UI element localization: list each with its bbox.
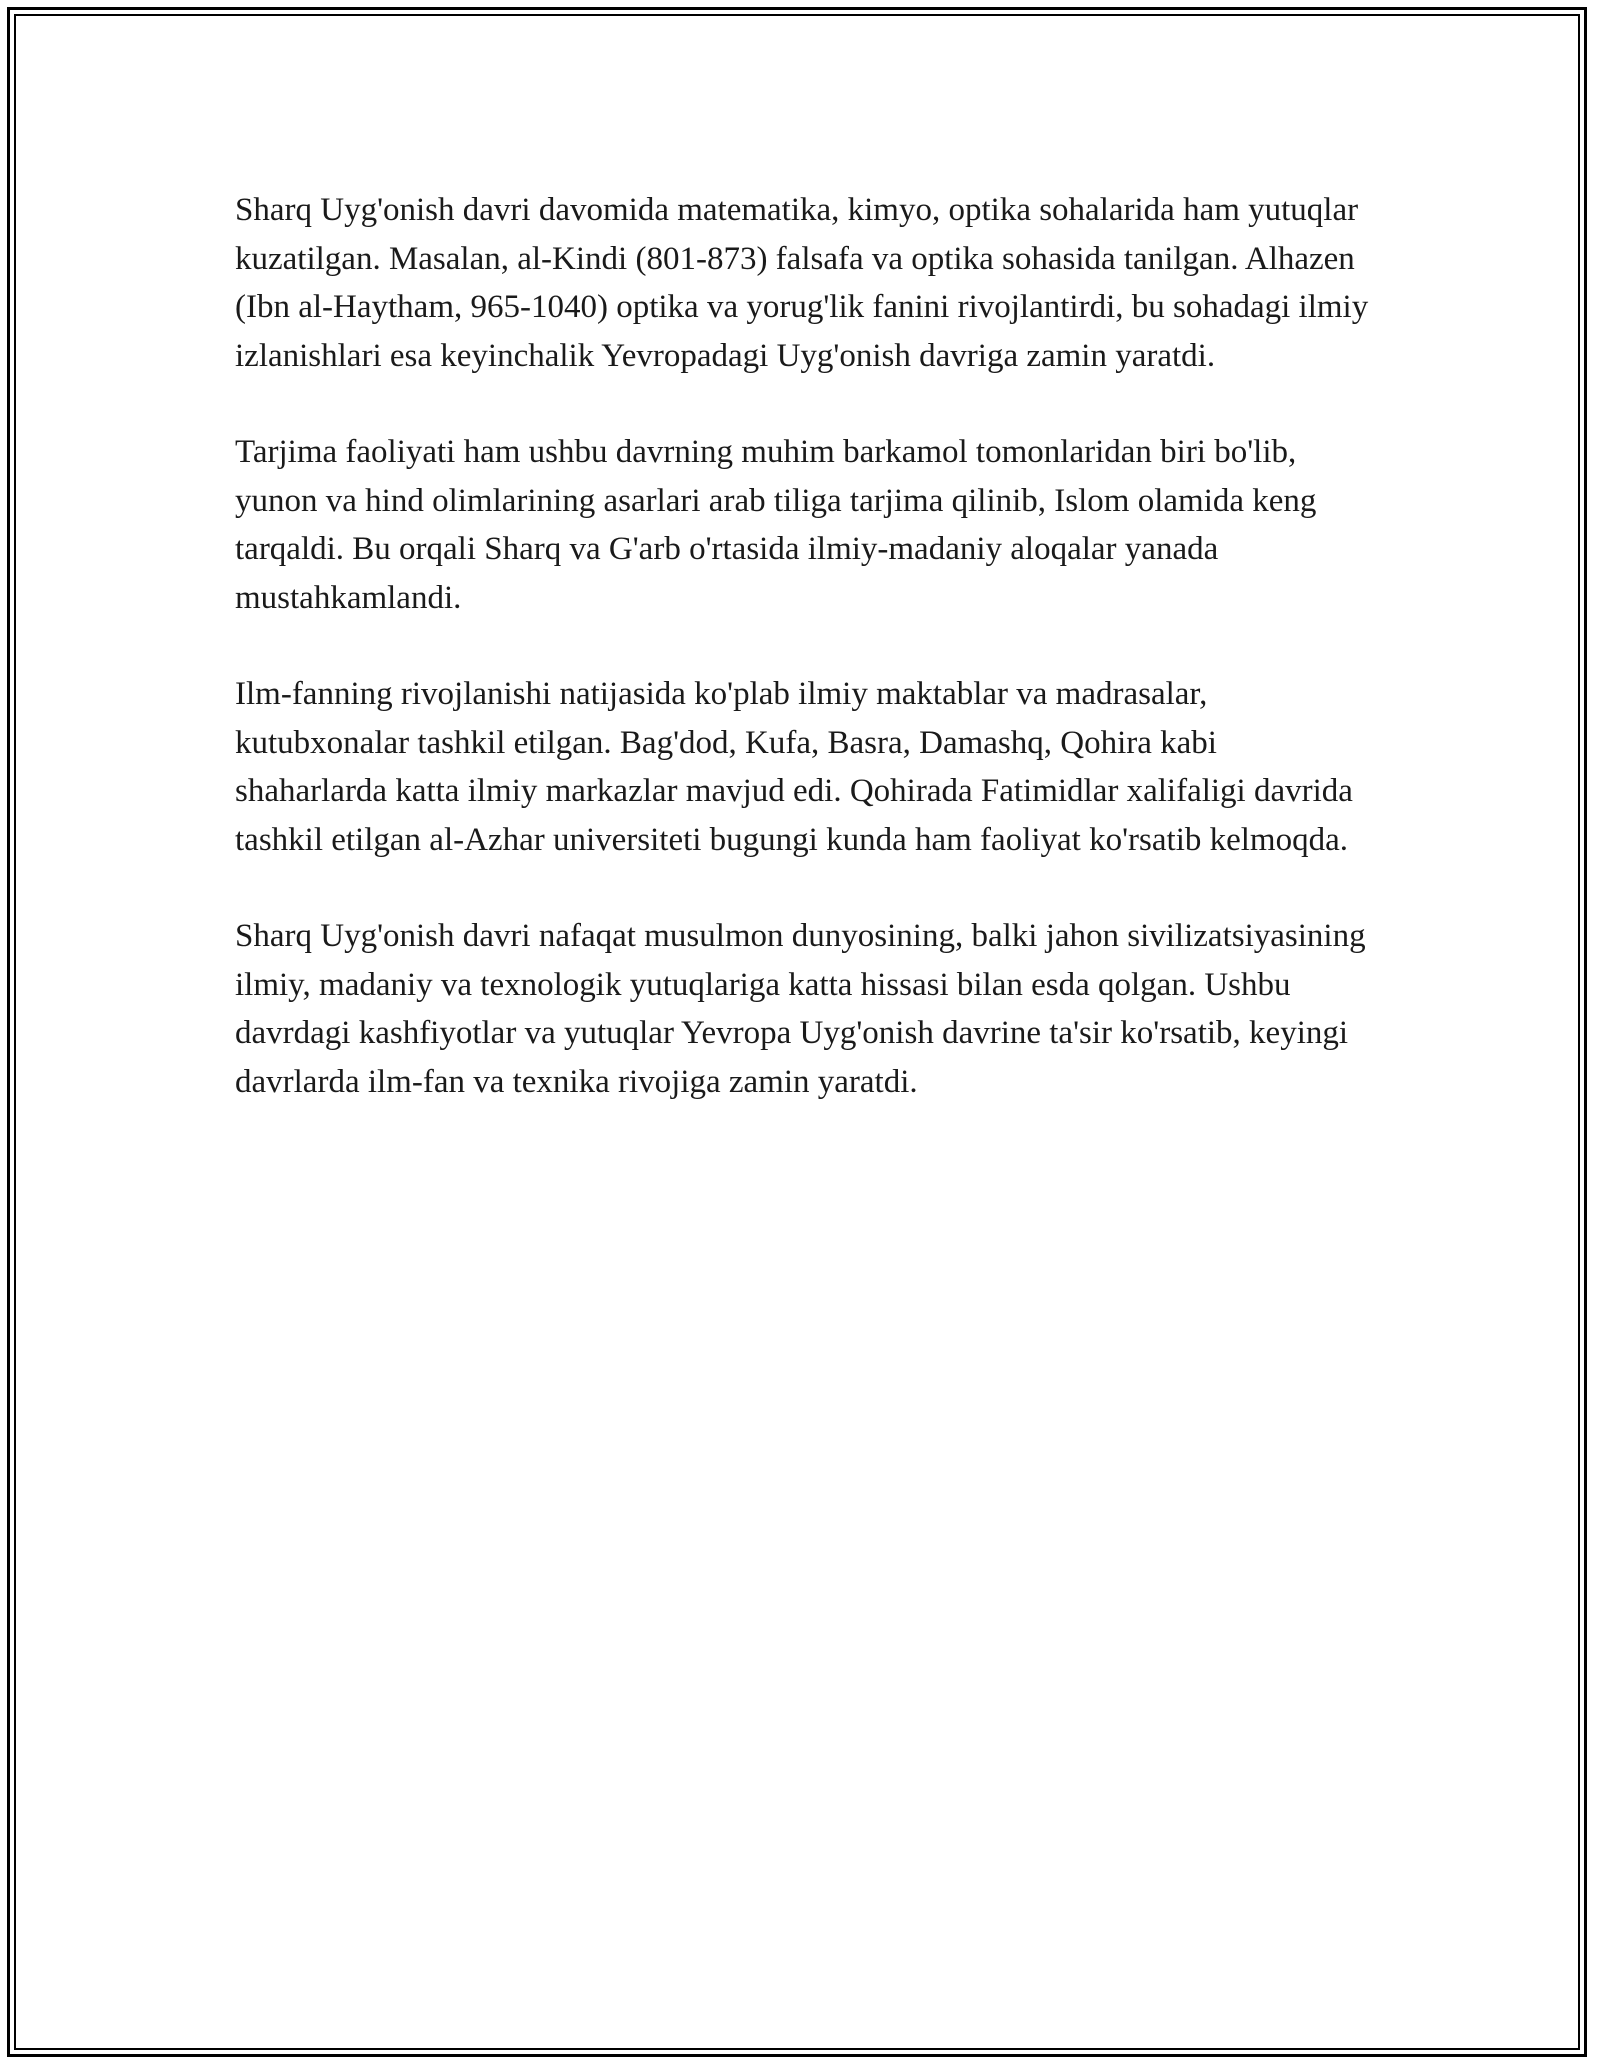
- paragraph-1: Sharq Uyg'onish davri davomida matematika, kimyo, optika sohalarida ham yutuqlar kuzatilgan. Masalan, al-Kindi (801-873) falsafa va optika sohasida tanilgan. Alhazen (Ibn al-Haytham, 965-1040) optika va yorug'lik fanini rivojlantirdi, bu sohadagi ilmiy izlanishlari esa keyinchalik Yevropadagi Uyg'onish davriga zamin yaratdi.: [235, 192, 1369, 374]
- paragraph-2: Tarjima faoliyati ham ushbu davrning muhim barkamol tomonlaridan biri bo'lib, yunon va hind olimlarining asarlari arab tiliga tarjima qilinib, Islom olamida keng tarqaldi. Bu orqali Sharq va G'arb o'rtasida ilmiy-madaniy aloqalar yanada mustahkamlandi.: [235, 434, 1317, 616]
- paragraph-3: Ilm-fanning rivojlanishi natijasida ko'plab ilmiy maktablar va madrasalar, kutubxonalar tashkil etilgan. Bag'dod, Kufa, Basra, Damashq, Qohira kabi shaharlarda katta ilmiy markazlar mavjud edi. Qohirada Fatimidlar xalifaligi davrida tashkil etilgan al-Azhar universiteti bugungi kunda ham faoliyat ko'rsatib kelmoqda.: [235, 676, 1353, 858]
- document-body: [235, 186, 1375, 1154]
- paragraph-4: Sharq Uyg'onish davri nafaqat musulmon dunyosining, balki jahon sivilizatsiyasining ilmiy, madaniy va texnologik yutuqlariga katta hissasi bilan esda qolgan. Ushbu davrdagi kashfiyotlar va yutuqlar Yevropa Uyg'onish davrine ta'sir ko'rsatib, keyingi davrlarda ilm-fan va texnika rivojiga zamin yaratdi.: [235, 918, 1366, 1100]
